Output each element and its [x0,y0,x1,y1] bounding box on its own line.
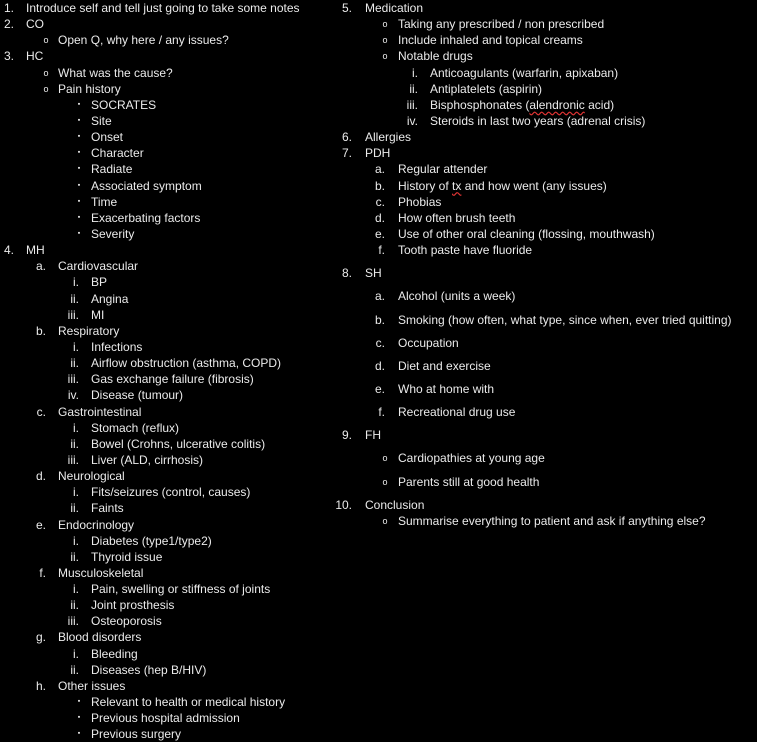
circle-bullet-icon: o [382,19,388,30]
square-bullet-icon: ▪ [77,714,81,722]
list-number: 6. [341,130,352,145]
outline-item [0,210,335,226]
outline-item-text: Steroids in last two years (adrenal crisis) [430,113,646,128]
list-number: h. [35,678,46,693]
outline-item-text: Alcohol (units a week) [398,289,516,304]
outline-item [0,48,335,64]
list-number: iii. [67,307,79,322]
outline-item-text: Include inhaled and topical creams [398,33,583,48]
outline-item-text: Musculoskeletal [58,565,144,580]
outline-item-text: Faints [91,501,124,516]
list-number: f. [378,243,385,258]
outline-item [335,513,757,529]
outline-left-column [0,0,335,742]
outline-item [0,678,335,694]
outline-item-text: Previous surgery [91,727,182,742]
spacer-line [335,420,757,427]
outline-item-text: Anticoagulants (warfarin, apixaban) [430,65,619,80]
list-number: ii. [70,436,79,451]
square-bullet-icon: ▪ [77,730,81,738]
outline-item [0,694,335,710]
outline-item [335,404,757,420]
outline-item [0,484,335,500]
list-number: 5. [341,1,352,15]
outline-right-column [335,0,757,529]
square-bullet-icon: ▪ [77,149,81,157]
spacer-line [335,467,757,474]
outline-item [0,323,335,339]
outline-item-text: HC [26,49,44,64]
outline-item [0,662,335,678]
outline-item [0,145,335,161]
outline-item-text: Regular attender [398,162,488,177]
list-number: ii. [70,356,79,371]
outline-item [335,32,757,48]
list-number: ii. [70,598,79,613]
outline-item-text: Parents still at good health [398,474,540,489]
outline-item [0,307,335,323]
outline-item-text: Endocrinology [58,517,135,532]
outline-item-text: Conclusion [365,497,425,512]
outline-item-text: Associated symptom [91,178,202,193]
outline-item-text: BP [91,275,108,290]
list-number: ii. [70,549,79,564]
list-number: 10. [335,497,352,512]
outline-item-text: Diet and exercise [398,358,491,373]
outline-item [0,517,335,533]
outline-item [0,565,335,581]
list-number: i. [73,533,79,548]
list-number: e. [35,517,46,532]
outline-item-text: Stomach (reflux) [91,420,180,435]
list-number: i. [73,339,79,354]
outline-item [0,274,335,290]
list-number: 7. [341,146,352,161]
outline-item-text: Airflow obstruction (asthma, COPD) [91,356,282,371]
spacer-line [335,328,757,335]
spacer-line [335,281,757,288]
outline-item [335,335,757,351]
outline-item [335,81,757,97]
outline-item-text: Open Q, why here / any issues? [58,33,229,48]
outline-item-text: SOCRATES [91,97,157,112]
list-number: iii. [406,97,418,112]
outline-item-text: Gas exchange failure (fibrosis) [91,372,254,387]
outline-item [0,81,335,97]
outline-item-text: Pain history [58,81,121,96]
outline-item [0,581,335,597]
list-number: ii. [70,291,79,306]
circle-bullet-icon: o [382,476,388,487]
outline-item [0,371,335,387]
outline-item [0,339,335,355]
outline-item-text: Thyroid issue [91,549,163,564]
outline-item [335,226,757,242]
outline-item-text: SH [365,266,382,281]
square-bullet-icon: ▪ [77,213,81,221]
outline-item-text: Taking any prescribed / non prescribed [398,17,605,32]
outline-item-text: Bisphosphonates (alendronic acid) [430,97,615,112]
list-number: 1. [3,1,14,15]
outline-item-text: MI [91,307,105,322]
outline-item [0,113,335,129]
outline-item [335,381,757,397]
outline-item-text: Other issues [58,678,126,693]
square-bullet-icon: ▪ [77,698,81,706]
list-number: i. [73,275,79,290]
list-number: iii. [67,372,79,387]
outline-item-text: Tooth paste have fluoride [398,243,533,258]
list-number: c. [375,194,385,209]
square-bullet-icon: ▪ [77,181,81,189]
outline-item-text: Diseases (hep B/HIV) [91,662,207,677]
list-number: i. [73,582,79,597]
list-number: iv. [67,388,79,403]
outline-item-text: Osteoporosis [91,614,162,629]
list-number: iii. [67,452,79,467]
list-number: ii. [70,501,79,516]
outline-item [0,0,335,16]
outline-item [335,0,757,16]
outline-item-text: Relevant to health or medical history [91,695,286,710]
square-bullet-icon: ▪ [77,100,81,108]
list-number: f. [39,565,46,580]
outline-item-text: What was the cause? [58,65,173,80]
list-number: a. [35,259,46,274]
outline-item-text: PDH [365,146,391,161]
outline-item [335,242,757,258]
outline-item [0,129,335,145]
list-number: 3. [3,49,14,64]
list-number: 9. [341,428,352,443]
outline-item [0,387,335,403]
list-number: d. [374,210,385,225]
list-number: d. [374,358,385,373]
outline-item [0,420,335,436]
outline-item-text: Smoking (how often, what type, since when, ever tried quitting) [398,312,732,327]
square-bullet-icon: ▪ [77,133,81,141]
outline-item [335,474,757,490]
list-number: a. [374,289,385,304]
circle-bullet-icon: o [382,51,388,62]
outline-item-text: Who at home with [398,381,495,396]
outline-item-text: Neurological [58,469,125,484]
outline-item-text: History of tx and how went (any issues) [398,178,607,193]
circle-bullet-icon: o [43,35,49,46]
list-number: i. [73,420,79,435]
outline-item [0,291,335,307]
outline-item [0,710,335,726]
list-number: b. [374,178,385,193]
circle-bullet-icon: o [382,453,388,464]
outline-item [0,629,335,645]
outline-item [335,450,757,466]
outline-item [0,533,335,549]
outline-item [0,97,335,113]
outline-item-text: Diabetes (type1/type2) [91,533,212,548]
outline-item-text: Character [91,146,144,161]
outline-item [335,129,757,145]
outline-item-text: FH [365,428,381,443]
circle-bullet-icon: o [382,35,388,46]
outline-item [335,312,757,328]
outline-item-text: Allergies [365,130,412,145]
outline-item-text: Recreational drug use [398,405,516,420]
outline-item-text: Occupation [398,335,459,350]
outline-item [0,65,335,81]
list-number: a. [374,162,385,177]
circle-bullet-icon: o [43,67,49,78]
spacer-line [335,374,757,381]
list-number: c. [36,404,46,419]
list-number: b. [35,323,46,338]
list-number: ii. [409,81,418,96]
outline-item [335,97,757,113]
outline-item-text: Blood disorders [58,630,142,645]
outline-item [0,242,335,258]
outline-item [0,226,335,242]
spacer-line [335,305,757,312]
list-number: i. [73,646,79,661]
outline-item-text: Radiate [91,162,133,177]
outline-item [0,355,335,371]
outline-item [0,436,335,452]
list-number: f. [378,405,385,420]
spacer-line [335,490,757,497]
outline-item [335,161,757,177]
spacer-line [335,443,757,450]
outline-item-text: Bleeding [91,646,138,661]
outline-item [335,427,757,443]
outline-item-text: Fits/seizures (control, causes) [91,485,251,500]
spacer-line [335,258,757,265]
outline-item-text: Gastrointestinal [58,404,142,419]
list-number: ii. [70,662,79,677]
spacer-line [335,397,757,404]
list-number: c. [375,335,385,350]
outline-item-text: Summarise everything to patient and ask if anything else? [398,513,706,528]
circle-bullet-icon: o [382,515,388,526]
square-bullet-icon: ▪ [77,116,81,124]
outline-item [0,178,335,194]
outline-item-text: Angina [91,291,129,306]
outline-item [335,113,757,129]
list-number: iii. [67,614,79,629]
outline-item [335,497,757,513]
outline-item [0,16,335,32]
list-number: iv. [406,113,418,128]
outline-item [0,549,335,565]
outline-item-text: Introduce self and tell just going to take some notes [26,1,300,15]
outline-item [0,452,335,468]
outline-item [335,16,757,32]
outline-item-text: Severity [91,226,135,241]
outline-item [335,265,757,281]
outline-item-text: How often brush teeth [398,210,516,225]
outline-item [335,358,757,374]
list-number: e. [374,381,385,396]
outline-item-text: Medication [365,1,424,15]
outline-item-text: Infections [91,339,143,354]
outline-item-text: Exacerbating factors [91,210,201,225]
outline-item [0,32,335,48]
outline-item [335,178,757,194]
outline-item-text: Liver (ALD, cirrhosis) [91,452,204,467]
outline-item-text: Bowel (Crohns, ulcerative colitis) [91,436,266,451]
square-bullet-icon: ▪ [77,197,81,205]
outline-item-text: Joint prosthesis [91,598,175,613]
outline-item [0,613,335,629]
outline-item-text: Site [91,113,112,128]
outline-item [0,646,335,662]
outline-item-text: Cardiovascular [58,259,139,274]
circle-bullet-icon: o [43,83,49,94]
outline-item [0,404,335,420]
outline-item [0,597,335,613]
list-number: d. [35,469,46,484]
outline-item-text: Onset [91,130,124,145]
outline-item [335,145,757,161]
outline-item-text: CO [26,17,44,32]
outline-item-text: Antiplatelets (aspirin) [430,81,543,96]
list-number: i. [412,65,418,80]
list-number: e. [374,226,385,241]
outline-item [335,194,757,210]
outline-item [0,161,335,177]
outline-item [0,726,335,742]
outline-item-text: Use of other oral cleaning (flossing, mouthwash) [398,226,655,241]
outline-item [335,210,757,226]
list-number: 8. [341,266,352,281]
outline-item-text: Pain, swelling or stiffness of joints [91,582,271,597]
outline-item [335,288,757,304]
outline-item-text: Time [91,194,118,209]
list-number: 2. [3,17,14,32]
list-number: i. [73,485,79,500]
outline-item-text: MH [26,243,45,258]
outline-item-text: Notable drugs [398,49,473,64]
list-number: 4. [3,243,14,258]
square-bullet-icon: ▪ [77,165,81,173]
list-number: g. [35,630,46,645]
outline-item-text: Phobias [398,194,442,209]
outline-item-text: Cardiopathies at young age [398,451,545,466]
spacer-line [335,351,757,358]
outline-item [0,258,335,274]
outline-item [0,500,335,516]
outline-item-text: Disease (tumour) [91,388,184,403]
list-number: b. [374,312,385,327]
outline-item [335,65,757,81]
outline-item [0,194,335,210]
outline-item-text: Respiratory [58,323,120,338]
outline-item [335,48,757,64]
square-bullet-icon: ▪ [77,229,81,237]
outline-item-text: Previous hospital admission [91,711,240,726]
outline-item [0,468,335,484]
